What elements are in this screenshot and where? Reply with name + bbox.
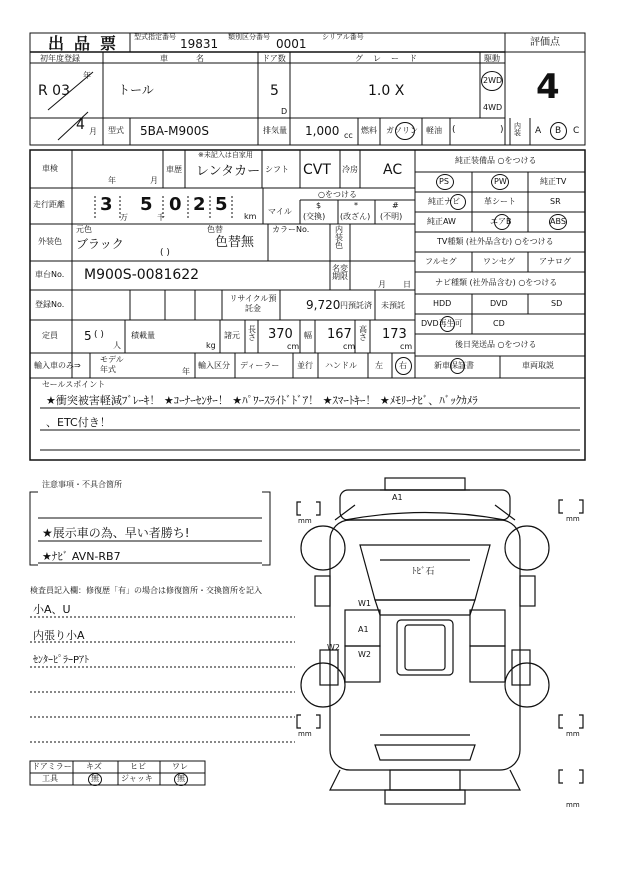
car-diagram	[297, 478, 583, 804]
hei: 173	[382, 327, 407, 342]
renewal-day: 日	[403, 280, 411, 289]
diagram-mark-w2: W2	[358, 650, 371, 659]
meter-header: ○をつける	[318, 190, 357, 199]
inspector-line1: 小A、U	[33, 603, 71, 616]
equip-ps-circle	[436, 174, 454, 190]
recycle-unit: 円預託済	[340, 301, 372, 310]
first-reg-year-unit: 年	[83, 71, 91, 80]
legend-r4: 無	[177, 774, 185, 783]
doors-sub: D	[281, 107, 288, 116]
first-reg-label: 初年度登録	[40, 54, 80, 63]
capacity-paren: ( )	[94, 330, 104, 340]
mileage-km: km	[244, 212, 257, 221]
notes-line2: ★ﾅﾋﾞ AVN-RB7	[42, 550, 121, 563]
mileage-man: 万	[120, 213, 128, 222]
dims-label: 諸元	[224, 331, 240, 340]
capacity-label: 定員	[42, 331, 58, 340]
score-value: 4	[536, 67, 560, 107]
equip-abs: ABS	[550, 217, 566, 226]
mileage-digit-3: 0	[169, 194, 182, 215]
recycle-label: リサイクル預託金	[229, 294, 277, 313]
tyre-mm-fl: mm	[298, 517, 312, 525]
legend-h4: ワレ	[172, 762, 188, 771]
fuel-gas: ガソリン	[386, 126, 418, 135]
len-cm: cm	[287, 342, 300, 351]
mileage-digit-4: 2	[193, 194, 206, 215]
fuel-gas-circle	[395, 122, 415, 140]
legend-h2: キズ	[86, 762, 102, 771]
chassis-label: 車台No.	[35, 270, 65, 279]
model: 5BA-M900S	[140, 124, 210, 138]
notes-line1: ★展示車の為、早い者勝ち!	[42, 526, 190, 540]
legend-h3: ヒビ	[130, 762, 146, 771]
shift-label: シフト	[265, 165, 289, 174]
interior-c: C	[573, 126, 580, 136]
tyre-mm-rr: mm	[566, 730, 580, 738]
legend-r4-circle	[174, 773, 188, 786]
sales-line1: ★衝突被害軽減ﾌﾞﾚｰｷ！ ★ｺｰﾅｰｾﾝｻｰ！ ★ﾊﾟﾜｰｽﾗｲﾄﾞﾄﾞｱ！ ★ｽﾏｰﾄｷｰ！ ★ﾒﾓﾘｰﾅﾋﾞ、ﾊﾞｯｸｶﾒﾗ	[46, 394, 478, 407]
equip-navi-circle	[450, 194, 466, 210]
equip-leather: 革シート	[484, 197, 516, 206]
sales-label: セールスポイント	[42, 380, 106, 389]
capacity: 5	[84, 329, 92, 343]
later-warranty-circle	[450, 358, 465, 374]
class-no-label: 類別区分番号	[228, 33, 270, 41]
diagram-mark-a1: A1	[358, 625, 369, 634]
hei-cm: cm	[400, 342, 413, 351]
notes-label: 注意事項・不具合箇所	[42, 480, 122, 489]
equip-airbag-circle	[494, 214, 510, 230]
doors-label: ドア数	[262, 54, 286, 63]
navi-dvd-play-circle	[440, 316, 455, 332]
drive-label: 駆動	[484, 54, 500, 63]
model-label: 型式	[108, 126, 124, 135]
color-paren: ( )	[160, 248, 170, 258]
meter-opt3-sub: (不明)	[380, 212, 403, 221]
navi-dvd: DVD	[490, 299, 508, 308]
mileage-digit-1: 3	[100, 194, 113, 215]
handle-right: 右	[399, 361, 407, 370]
color-change: 色替無	[215, 235, 255, 250]
int-color-label: 内装色	[335, 225, 343, 250]
first-reg-era: R 03	[38, 83, 70, 99]
legend-r3: ジャッキ	[121, 774, 153, 783]
serial-label: シリアル番号	[322, 33, 364, 41]
equip-pw: PW	[494, 177, 507, 186]
drive-2wd: 2WD	[483, 76, 503, 85]
wid-label: 幅	[304, 331, 312, 340]
navi-hdd: HDD	[433, 299, 452, 308]
legend-r2: 無	[91, 774, 99, 783]
tv-full: フルセグ	[425, 257, 457, 266]
format-no: 19831	[180, 37, 219, 51]
interior-b-circle	[550, 122, 567, 140]
navi-cd: CD	[493, 319, 505, 328]
shaken-month: 月	[150, 176, 158, 185]
capacity-unit: 人	[113, 341, 121, 350]
fuel-label: 燃料	[361, 126, 377, 135]
drive-2wd-circle	[481, 71, 503, 91]
first-reg-month-unit: 月	[89, 127, 97, 136]
color-tone-label: 色替	[207, 225, 223, 234]
history: レンタカー	[196, 164, 261, 179]
legend-r2-circle	[88, 773, 102, 786]
later-manual: 車両取説	[522, 361, 554, 370]
recycle: 9,720	[306, 298, 341, 312]
model-year-label: モデル年式	[100, 355, 124, 374]
tv-label: TV種類 (社外品含む) ○をつける	[437, 237, 554, 246]
chassis: M900S-0081622	[84, 267, 200, 283]
import-class-label: 輸入区分	[198, 361, 230, 370]
reg-no-label: 登録No.	[35, 300, 65, 309]
diagram-mark-a1-top: A1	[392, 493, 403, 502]
mileage-digit-2: 5	[140, 194, 153, 215]
import-dealer: ディーラー	[240, 361, 280, 370]
interior-a: A	[535, 126, 542, 136]
hei-label: 高さ	[359, 325, 367, 342]
equip-ps: PS	[439, 177, 449, 186]
navi-sd: SD	[551, 299, 563, 308]
orig-color-label: 元色	[76, 225, 92, 234]
load-label: 積載量	[131, 331, 155, 340]
len-label: 長さ	[248, 325, 256, 342]
tyre-mm-spare: mm	[566, 801, 580, 809]
ac: AC	[383, 162, 403, 178]
first-reg-month: 4	[76, 117, 85, 133]
tyre-mm-rl: mm	[298, 730, 312, 738]
car-name-label: 車名	[160, 54, 232, 63]
interior-b: B	[555, 126, 562, 136]
legend-r1: 工具	[42, 774, 58, 783]
interior-label: 内装	[514, 122, 521, 137]
wid: 167	[327, 327, 352, 342]
tv-one: ワンセグ	[483, 257, 515, 266]
recycle-no: 未預託	[381, 301, 405, 310]
wid-cm: cm	[343, 342, 356, 351]
later-warranty: 新車保証書	[434, 361, 474, 370]
meter-opt1: $	[316, 201, 322, 210]
equip-sr: SR	[550, 197, 561, 206]
doors: 5	[270, 83, 279, 99]
cc: 1,000	[305, 124, 340, 138]
cc-unit: cc	[344, 131, 353, 140]
drive-4wd: 4WD	[483, 103, 503, 112]
tv-analog: アナログ	[539, 257, 571, 266]
cc-label: 排気量	[263, 126, 287, 135]
shaken-year: 年	[108, 176, 116, 185]
sheet-title: 出品票	[48, 34, 127, 53]
equip-abs-circle	[549, 214, 567, 230]
shift: CVT	[303, 162, 331, 178]
meter-opt2: *	[354, 201, 358, 210]
import-label: 輸入車のみ⇒	[34, 361, 81, 370]
color-label: 外装色	[38, 237, 62, 246]
score-label: 評価点	[530, 37, 560, 48]
equip-airbag: エアB	[490, 217, 512, 226]
fuel-paren-open: (	[452, 125, 456, 135]
color-no-label: カラーNo.	[272, 225, 310, 234]
handle-label: ハンドル	[325, 361, 357, 370]
orig-color: ブラック	[76, 237, 124, 251]
navi-label: ナビ種類 (社外品含む) ○をつける	[435, 278, 558, 287]
mileage-digit-5: 5	[215, 194, 228, 215]
shaken-label: 車検	[42, 164, 58, 173]
grade-label: グレード	[355, 54, 427, 63]
model-year-unit: 年	[182, 367, 190, 376]
handle-right-circle	[395, 357, 412, 375]
fuel-diesel: 軽油	[426, 126, 442, 135]
diagram-mark-chip: ﾄﾋﾞ石	[412, 567, 435, 577]
ac-label: 冷房	[342, 165, 358, 174]
grade: 1.0 X	[368, 83, 405, 99]
navi-dvd-play: DVD再生可	[421, 319, 463, 328]
sales-line2: 、ETC付き！	[46, 416, 111, 429]
inspector-label: 検査員記入欄：修復歴「有」の場合は修復箇所・交換箇所を記入	[30, 586, 262, 595]
equip-aw: 純正AW	[427, 217, 456, 226]
mileage-label: 走行距離	[33, 200, 65, 209]
class-no: 0001	[276, 37, 307, 51]
meter-mile: マイル	[268, 207, 292, 216]
later-label: 後日発送品 ○をつける	[455, 340, 537, 349]
meter-opt1-sub: (交換)	[303, 212, 326, 221]
mileage-sen: 千	[157, 213, 165, 222]
meter-opt3: #	[392, 201, 399, 210]
car-name: トール	[118, 83, 154, 97]
len: 370	[268, 327, 293, 342]
equip-pw-circle	[491, 174, 509, 190]
fuel-paren-close: )	[500, 125, 504, 135]
handle-left: 左	[375, 361, 383, 370]
equip-navi: 純正ナビ	[428, 197, 460, 206]
renewal-month: 月	[378, 280, 386, 289]
meter-opt2-sub: (改ざん)	[340, 212, 371, 221]
equip-tv: 純正TV	[540, 177, 567, 186]
inspector-line2: 内張り小A	[33, 629, 85, 642]
tyre-mm-fr: mm	[566, 515, 580, 523]
renewal-label: 名変期限	[332, 264, 348, 281]
inspector-line3: ｾﾝﾀｰﾋﾟﾗｰPｱﾄ	[33, 655, 90, 666]
history-label: 車歴	[166, 165, 182, 174]
history-note: ※未記入は自家用	[198, 151, 253, 159]
legend-h1: ドアミラー	[32, 762, 72, 771]
diagram-mark-w1: W1	[358, 599, 371, 608]
import-parallel: 並行	[297, 361, 313, 370]
format-no-label: 型式指定番号	[134, 33, 176, 41]
diagram-mark-w2-left: W2	[327, 643, 340, 652]
equip-factory-label: 純正装備品 ○をつける	[455, 156, 537, 165]
load-kg: kg	[206, 341, 216, 350]
